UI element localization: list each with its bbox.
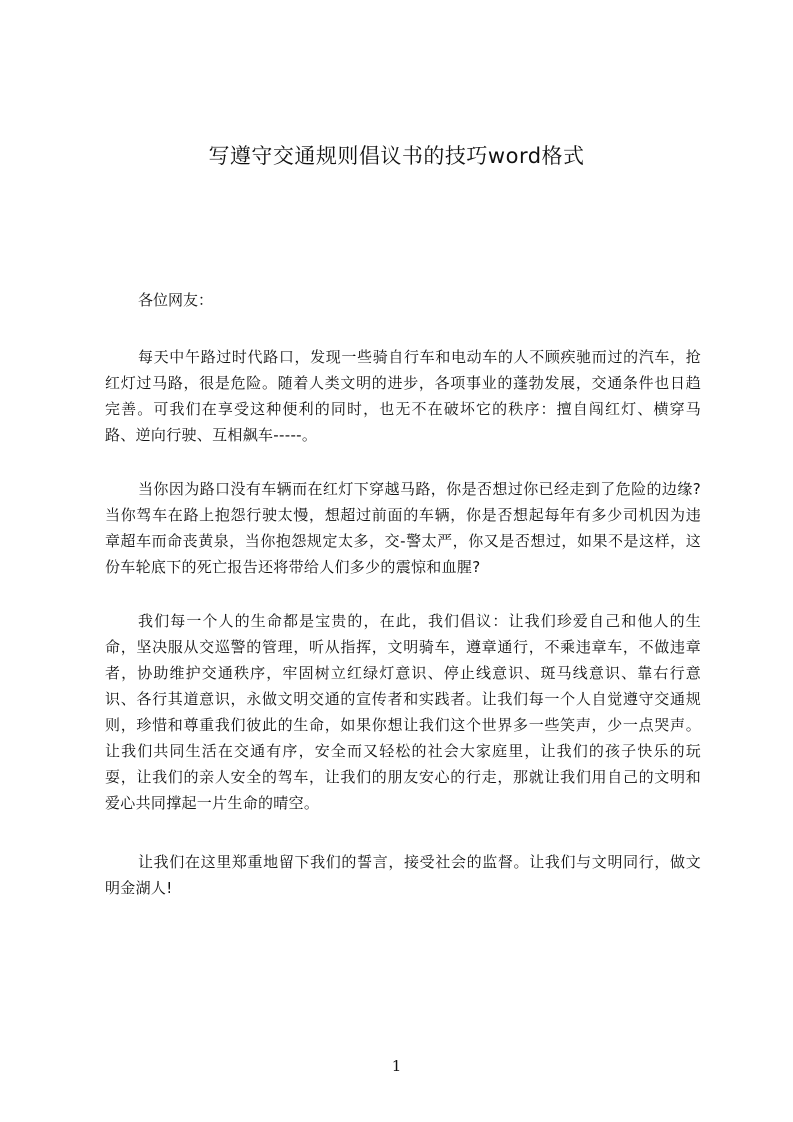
page-number: 1 (391, 1057, 402, 1075)
document-title: 写遵守交通规则倡议书的技巧word格式 (208, 144, 585, 168)
paragraph-2: 当你因为路口没有车辆而在红灯下穿越马路，你是否想过你已经走到了危险的边缘?当你驾车在路上抱怨行驶太慢，想超过前面的车辆，你是否想起每年有多少司机因为违章超车而命丧黄泉，当你抱怨规定太多，交-警太严，你又是否想过，如果不是这样，这份车轮底下的死亡报告还将带给人们多少的震惊和血腥? (105, 480, 701, 576)
greeting: 各位网友： (138, 291, 214, 309)
paragraph-1: 每天中午路过时代路口，发现一些骑自行车和电动车的人不顾疾驰而过的汽车，抢红灯过马路，很是危险。随着人类文明的进步，各项事业的蓬勃发展，交通条件也日趋完善。可我们在享受这种便利的同时，也无不在破坏它的秩序：擅自闯红灯、横穿马路、逆向行驶、互相飙车-----。 (105, 348, 701, 444)
paragraph-4: 让我们在这里郑重地留下我们的誓言，接受社会的监督。让我们与文明同行，做文明金湖人! (105, 853, 701, 897)
paragraph-3: 我们每一个人的生命都是宝贵的，在此，我们倡议：让我们珍爱自己和他人的生命，坚决服从交巡警的管理，听从指挥，文明骑车，遵章通行，不乘违章车，不做违章者，协助维护交通秩序，牢固树立红绿灯意识、停止线意识、斑马线意识、靠右行意识、各行其道意识，永做文明交通的宣传者和实践者。让我们每一个人自觉遵守交通规则，珍惜和尊重我们彼此的生命，如果你想让我们这个世界多一些笑声，少一点哭声。让我们共同生活在交通有序，安全而又轻松的社会大家庭里，让我们的孩子快乐的玩耍，让我们的亲人安全的驾车，让我们的朋友安心的行走，那就让我们用自己的文明和爱心共同撑起一片生命的晴空。 (105, 612, 701, 812)
